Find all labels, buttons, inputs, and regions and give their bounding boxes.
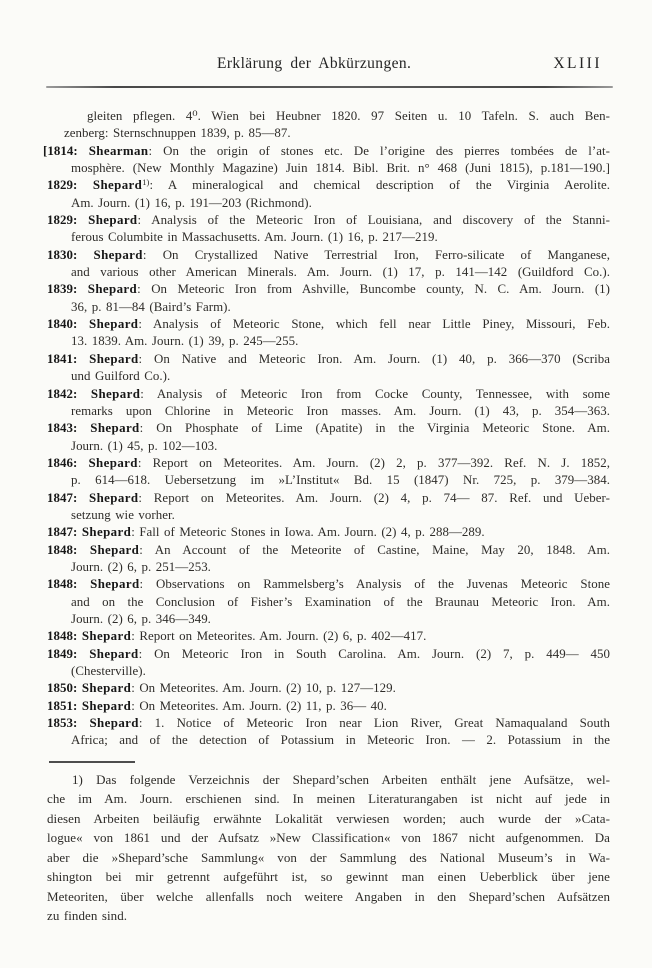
entry-year: 1843: bbox=[47, 421, 78, 436]
entry-year: [1814: bbox=[43, 143, 78, 158]
entry-colon: : bbox=[137, 455, 142, 470]
entry-year: 1842: bbox=[47, 386, 78, 401]
entry-colon: : bbox=[137, 282, 141, 297]
entry-colon: : bbox=[137, 213, 142, 228]
entry-author: Shearman bbox=[88, 143, 149, 158]
entry-author: Shepard bbox=[88, 213, 138, 228]
entry-line: Journ. (2) 6, p. 346—349. bbox=[71, 611, 211, 626]
entry-author: Shepard bbox=[90, 386, 141, 401]
entry-text: A mineralogical and chemical description of the Virginia Aerolite. bbox=[167, 178, 610, 193]
entry-text: 1. Notice of Meteoric Iron near Lion River, Great Namaqualand South bbox=[154, 716, 610, 731]
bibliography-entry bbox=[47, 386, 610, 421]
bibliography-entry bbox=[47, 628, 610, 645]
entry-line: Africa; and of the detection of Potassium in Meteoric Iron. — 2. Potassium in the bbox=[71, 733, 610, 748]
entry-year: 1848: bbox=[47, 629, 78, 644]
bibliography-entry bbox=[47, 646, 610, 681]
bibliography-entry bbox=[47, 316, 610, 351]
entry-line: (Chesterville). bbox=[71, 664, 146, 678]
entry-year: 1840: bbox=[47, 317, 78, 332]
bibliography-list bbox=[43, 108, 611, 750]
entry-text: On the origin of stones etc. De l’origine des pierres tombées de l’at- bbox=[163, 143, 610, 158]
entry-line bbox=[47, 386, 610, 403]
entry-author: Shepard bbox=[89, 317, 139, 332]
entry-line bbox=[47, 524, 610, 541]
carryover-line: zenberg: Sternschnuppen 1839, p. 85—87. bbox=[64, 126, 291, 141]
entry-line bbox=[47, 715, 610, 732]
bibliography-entry bbox=[47, 524, 610, 541]
entry-colon: : bbox=[138, 646, 143, 661]
entry-line: Journ. (2) 6, p. 251—253. bbox=[71, 559, 211, 574]
entry-colon: : bbox=[138, 317, 143, 332]
entry-text: Fall of Meteoric Stones in Iowa. Am. Journ. (2) 4, p. 288—289. bbox=[139, 525, 485, 540]
entry-line bbox=[47, 281, 610, 298]
bibliography-entry bbox=[47, 576, 610, 628]
entry-line bbox=[47, 698, 610, 715]
entry-line: 36, p. 81—84 (Baird’s Farm). bbox=[71, 299, 231, 314]
entry-author: Shepard bbox=[89, 490, 139, 505]
entry-text: On Meteorites. Am. Journ. (2) 10, p. 127—129. bbox=[139, 681, 396, 696]
entry-year: 1850: bbox=[47, 681, 78, 696]
entry-line bbox=[47, 420, 610, 437]
entry-line bbox=[47, 455, 610, 472]
entry-author: Shepard bbox=[88, 455, 138, 470]
entry-year: 1839: bbox=[47, 282, 78, 297]
bibliography-entry bbox=[47, 455, 610, 490]
entry-year: 1829: bbox=[47, 213, 78, 228]
entry-year: 1848: bbox=[47, 577, 78, 592]
footnote-line: shington bei mir getrennt aufgeführt ist, so gewinnt man einen Ueberblick über jene bbox=[47, 869, 610, 885]
entry-text: Analysis of Meteoric Stone, which fell near Little Piney, Missouri, Feb. bbox=[153, 317, 610, 332]
entry-colon: : bbox=[149, 178, 154, 193]
footnote-ref: 1) bbox=[142, 177, 150, 188]
bibliography-entry bbox=[47, 542, 610, 577]
entry-author: Shepard bbox=[89, 351, 139, 366]
entry-text: Observations on Rammelsberg’s Analysis of the Juvenas Meteoric Stone bbox=[156, 577, 610, 592]
entry-colon: : bbox=[139, 577, 144, 592]
bibliography-entry bbox=[43, 143, 610, 178]
entry-line: und Guilford Co.). bbox=[71, 369, 171, 384]
entry-year: 1830: bbox=[47, 247, 78, 262]
entry-line: p. 614—618. Uebersetzung im »L’Institut« Bd. 15 (1847) Nr. 725, p. 379—384. bbox=[71, 473, 610, 488]
entry-author: Shepard bbox=[92, 178, 143, 193]
entry-colon: : bbox=[139, 421, 144, 436]
entry-line: ferous Columbite in Massachusetts. Am. Journ. (1) 16, p. 217—219. bbox=[71, 230, 438, 245]
entry-line bbox=[47, 212, 610, 229]
entry-colon: : bbox=[139, 542, 143, 557]
entry-colon: : bbox=[138, 716, 143, 731]
carryover-line: gleiten pflegen. 4⁰. Wien bei Heubner 1820. 97 Seiten u. 10 Tafeln. S. auch Ben- bbox=[87, 109, 610, 123]
entry-colon: : bbox=[131, 681, 135, 696]
entry-author: Shepard bbox=[93, 247, 143, 262]
footnote-line: 1) Das folgende Verzeichnis der Shepard’schen Arbeiten enthält jene Aufsätze, wel- bbox=[72, 772, 610, 787]
entry-line bbox=[47, 351, 610, 368]
footnote-line: zu finden sind. bbox=[47, 908, 128, 924]
entry-author: Shepard bbox=[81, 681, 132, 696]
entry-author: Shepard bbox=[81, 698, 132, 713]
bibliography-entry bbox=[47, 247, 610, 282]
entry-line bbox=[47, 576, 610, 593]
entry-year: 1846: bbox=[47, 455, 78, 470]
entry-colon: : bbox=[138, 351, 143, 366]
entry-text: On Native and Meteoric Iron. Am. Journ. (1) 40, p. 366—370 (Scriba bbox=[154, 351, 610, 366]
footnote-separator bbox=[49, 761, 135, 763]
entry-author: Shepard bbox=[89, 716, 139, 731]
footnote bbox=[47, 770, 610, 926]
entry-colon: : bbox=[131, 525, 135, 540]
entry-text: An Account of the Meteorite of Castine, Maine, May 20, 1848. Am. bbox=[154, 542, 611, 557]
entry-year: 1848: bbox=[47, 542, 78, 557]
entry-line bbox=[47, 177, 610, 194]
footnote-line: che im Am. Journ. erschienen sind. In meinen Literaturangaben ist nicht auf jede in bbox=[47, 791, 610, 807]
entry-text: Report on Meteorites. Am. Journ. (2) 6, p. 402—417. bbox=[139, 629, 427, 644]
footnote-line: Meteoriten, über welche allenfalls noch weitere Angaben in den Shepard’schen Aufsätzen bbox=[47, 888, 610, 904]
entry-year: 1847: bbox=[47, 490, 78, 505]
entry-line bbox=[47, 628, 610, 645]
entry-author: Shepard bbox=[89, 646, 139, 661]
entry-colon: : bbox=[140, 386, 144, 401]
entry-line bbox=[47, 316, 610, 333]
bibliography-entry bbox=[47, 680, 610, 697]
entry-line bbox=[43, 143, 610, 160]
entry-line bbox=[47, 247, 610, 264]
bibliography-entry bbox=[47, 351, 610, 386]
entry-colon: : bbox=[131, 698, 135, 713]
entry-year: 1841: bbox=[47, 351, 78, 366]
entry-line: Journ. (1) 45, p. 102—103. bbox=[71, 438, 218, 453]
entry-author: Shepard bbox=[87, 282, 138, 297]
page-number: XLIII bbox=[553, 55, 602, 72]
entry-text: On Meteoric Iron from Ashville, Buncombe county, N. C. Am. Journ. (1) bbox=[151, 282, 610, 297]
entry-text: Report on Meteorites. Am. Journ. (2) 4, p. 74— 87. Ref. und Ueber- bbox=[153, 490, 610, 505]
entry-colon: : bbox=[142, 247, 147, 262]
bibliography-entry bbox=[47, 698, 610, 715]
entry-text: Analysis of Meteoric Iron from Cocke County, Tennessee, with some bbox=[156, 386, 610, 401]
entry-line: 13. 1839. Am. Journ. (1) 39, p. 245—255. bbox=[71, 334, 299, 349]
entry-year: 1847: bbox=[47, 525, 78, 540]
entry-line bbox=[47, 680, 610, 697]
entry-text: On Crystallized Native Terrestrial Iron, Ferro-silicate of Manganese, bbox=[162, 247, 610, 262]
bibliography-entry bbox=[47, 420, 610, 455]
bibliography-entry bbox=[47, 715, 610, 750]
entry-line: and various other American Minerals. Am. Journ. (1) 17, p. 141—142 (Guildford Co.). bbox=[71, 265, 610, 280]
header-rule bbox=[46, 86, 613, 88]
entry-line: Am. Journ. (1) 16, p. 191—203 (Richmond). bbox=[71, 195, 312, 210]
entry-author: Shepard bbox=[89, 542, 140, 557]
entry-text: Analysis of the Meteoric Iron of Louisiana, and discovery of the Stanni- bbox=[151, 213, 610, 228]
entry-line: setzung wie vorher. bbox=[71, 507, 175, 522]
entry-colon: : bbox=[131, 629, 135, 644]
bibliography-entry bbox=[47, 177, 610, 212]
entry-line bbox=[47, 490, 610, 507]
entry-container bbox=[43, 143, 611, 750]
entry-colon: : bbox=[148, 143, 153, 158]
entry-line: remarks upon Chlorine in Meteoric Iron masses. Am. Journ. (1) 43, p. 354—363. bbox=[71, 403, 610, 418]
entry-year: 1829: bbox=[47, 178, 78, 193]
footnote-line: diesen Arbeiten beiläufig erwähnte Lokalität verwiesen worden; auch wurde der »Cata- bbox=[47, 810, 610, 826]
carryover-entry bbox=[47, 108, 610, 143]
entry-text: On Meteoric Iron in South Carolina. Am. Journ. (2) 7, p. 449— 450 bbox=[154, 646, 610, 661]
entry-author: Shepard bbox=[90, 421, 140, 436]
entry-line: and on the Conclusion of Fisher’s Examination of the Braunau Meteoric Iron. Am. bbox=[71, 594, 610, 609]
bibliography-entry bbox=[47, 281, 610, 316]
entry-text: Report on Meteorites. Am. Journ. (2) 2, p. 377—392. Ref. N. J. 1852, bbox=[152, 455, 610, 470]
entry-text: On Phosphate of Lime (Apatite) in the Virginia Meteoric Stone. Am. bbox=[156, 421, 610, 436]
entry-colon: : bbox=[138, 490, 143, 505]
entry-text: On Meteorites. Am. Journ. (2) 11, p. 36— 40. bbox=[139, 698, 387, 713]
running-header-title: Erklärung der Abkürzungen. bbox=[217, 55, 412, 72]
entry-year: 1849: bbox=[47, 646, 78, 661]
bibliography-entry bbox=[47, 490, 610, 525]
entry-line bbox=[47, 646, 610, 663]
entry-line bbox=[47, 542, 610, 559]
entry-author: Shepard bbox=[81, 629, 132, 644]
entry-year: 1851: bbox=[47, 698, 78, 713]
footnote-line: logue« von 1861 und der Aufsatz »New Classification« von 1867 nicht aufgenommen. Da bbox=[47, 830, 610, 846]
footnote-line: aber die »Shepard’sche Sammlung« von der Sammlung des National Museum’s in Wa- bbox=[47, 849, 610, 865]
bibliography-entry bbox=[47, 212, 610, 247]
entry-year: 1853: bbox=[47, 716, 78, 731]
entry-line: mosphère. (New Monthly Magazine) Juin 1814. Bibl. Brit. n° 468 (Juni 1815), p.181—190.] bbox=[71, 161, 610, 176]
entry-author: Shepard bbox=[90, 577, 140, 592]
entry-author: Shepard bbox=[81, 525, 132, 540]
